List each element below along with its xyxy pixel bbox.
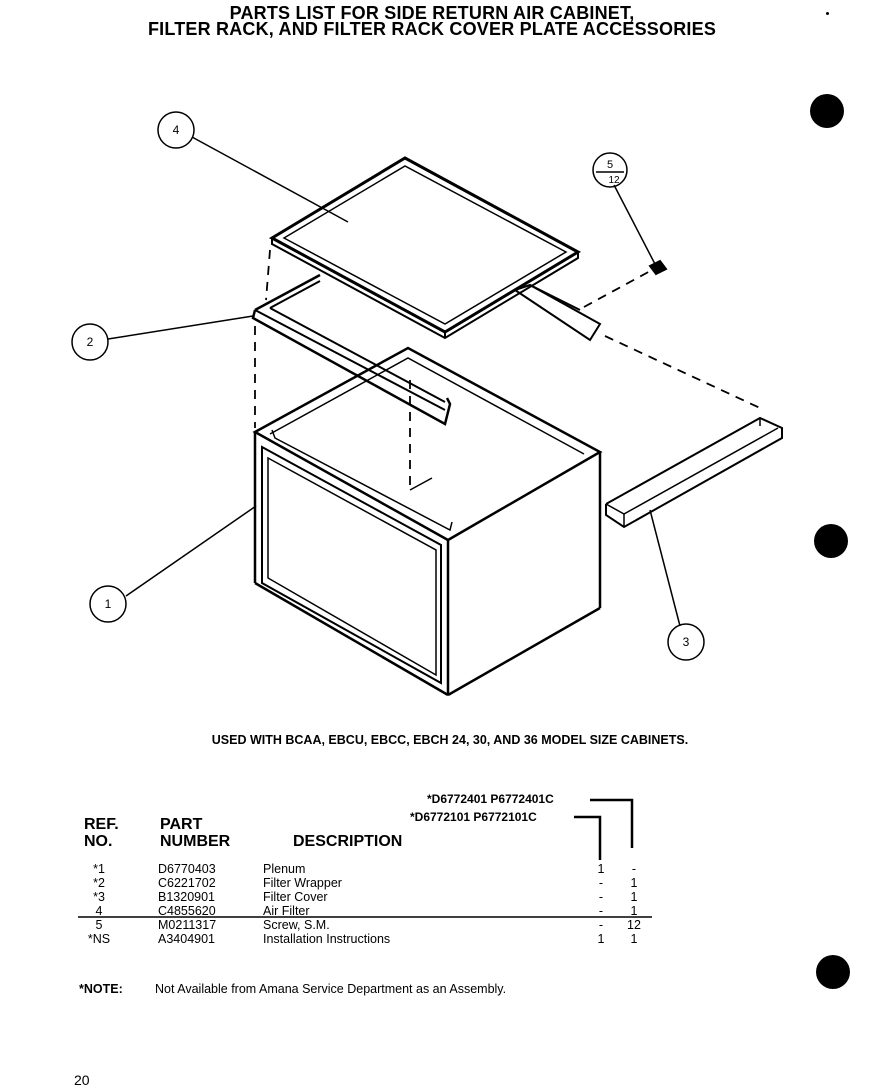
qty-kit-a-cell: 1 — [630, 876, 638, 890]
description-cell: Filter Wrapper — [263, 876, 342, 890]
table-row — [0, 876, 880, 890]
header-description: DESCRIPTION — [293, 833, 403, 850]
qty-kit-a-cell: 1 — [630, 904, 638, 918]
ref-no-cell: *1 — [93, 862, 105, 876]
qty-kit-a-cell: 1 — [630, 932, 638, 946]
kit-b-label: *D6772101 P6772101C — [410, 810, 537, 824]
callout-2: 2 — [86, 335, 94, 349]
part-number-cell: A3404901 — [158, 932, 216, 946]
description-cell: Air Filter — [263, 904, 310, 918]
kit-a-label: *D6772401 P6772401C — [427, 792, 554, 806]
table-row — [0, 918, 880, 932]
description-cell: Screw, S.M. — [263, 918, 330, 932]
header-ref-line1: REF. — [84, 816, 119, 833]
qty-kit-b-cell: 1 — [597, 932, 605, 946]
table-row — [0, 862, 880, 876]
page-title-line2: FILTER RACK, AND FILTER RACK COVER PLATE ACCESSORIES — [147, 19, 717, 39]
part-number-cell: C6221702 — [158, 876, 216, 890]
description-cell: Plenum — [263, 862, 306, 876]
qty-kit-b-cell: - — [598, 918, 604, 932]
ref-no-cell: *NS — [87, 932, 111, 946]
ref-no-cell: 5 — [95, 918, 103, 932]
ref-no-cell: *3 — [93, 890, 105, 904]
qty-kit-a-cell: - — [631, 862, 637, 876]
table-row — [0, 890, 880, 904]
note-text: Not Available from Amana Service Department as an Assembly. — [155, 982, 507, 996]
table-row — [0, 932, 880, 946]
qty-kit-b-cell: - — [598, 876, 604, 890]
header-part-line2: NUMBER — [160, 833, 231, 850]
part-number-cell: C4855620 — [158, 904, 216, 918]
callout-4: 4 — [172, 123, 180, 137]
header-ref-no — [84, 816, 119, 850]
header-ref-line2: NO. — [84, 833, 113, 850]
part-number-cell: M0211317 — [158, 918, 217, 932]
page-number: 20 — [74, 1072, 90, 1088]
qty-kit-a-cell: 12 — [627, 918, 641, 932]
callout-3: 3 — [682, 635, 690, 649]
callout-12: 12 — [608, 175, 620, 186]
table-row — [0, 904, 880, 918]
part-number-cell: B1320901 — [158, 890, 216, 904]
part-number-cell: D6770403 — [158, 862, 216, 876]
note-label: *NOTE: — [79, 982, 123, 996]
qty-kit-b-cell: 1 — [597, 862, 605, 876]
header-part-number — [160, 816, 230, 850]
qty-kit-a-cell: 1 — [630, 890, 638, 904]
callout-1: 1 — [104, 597, 112, 611]
ref-no-cell: *2 — [93, 876, 105, 890]
description-cell: Installation Instructions — [263, 932, 391, 946]
ref-no-cell: 4 — [95, 904, 103, 918]
page-title-line1: PARTS LIST FOR SIDE RETURN AIR CABINET, — [229, 3, 635, 23]
callout-5: 5 — [606, 159, 614, 171]
model-usage-caption: USED WITH BCAA, EBCU, EBCC, EBCH 24, 30, AND 36 MODEL SIZE CABINETS. — [211, 733, 689, 747]
qty-kit-b-cell: - — [598, 904, 604, 918]
description-cell: Filter Cover — [263, 890, 328, 904]
header-part-line1: PART — [160, 816, 203, 833]
qty-kit-b-cell: - — [598, 890, 604, 904]
